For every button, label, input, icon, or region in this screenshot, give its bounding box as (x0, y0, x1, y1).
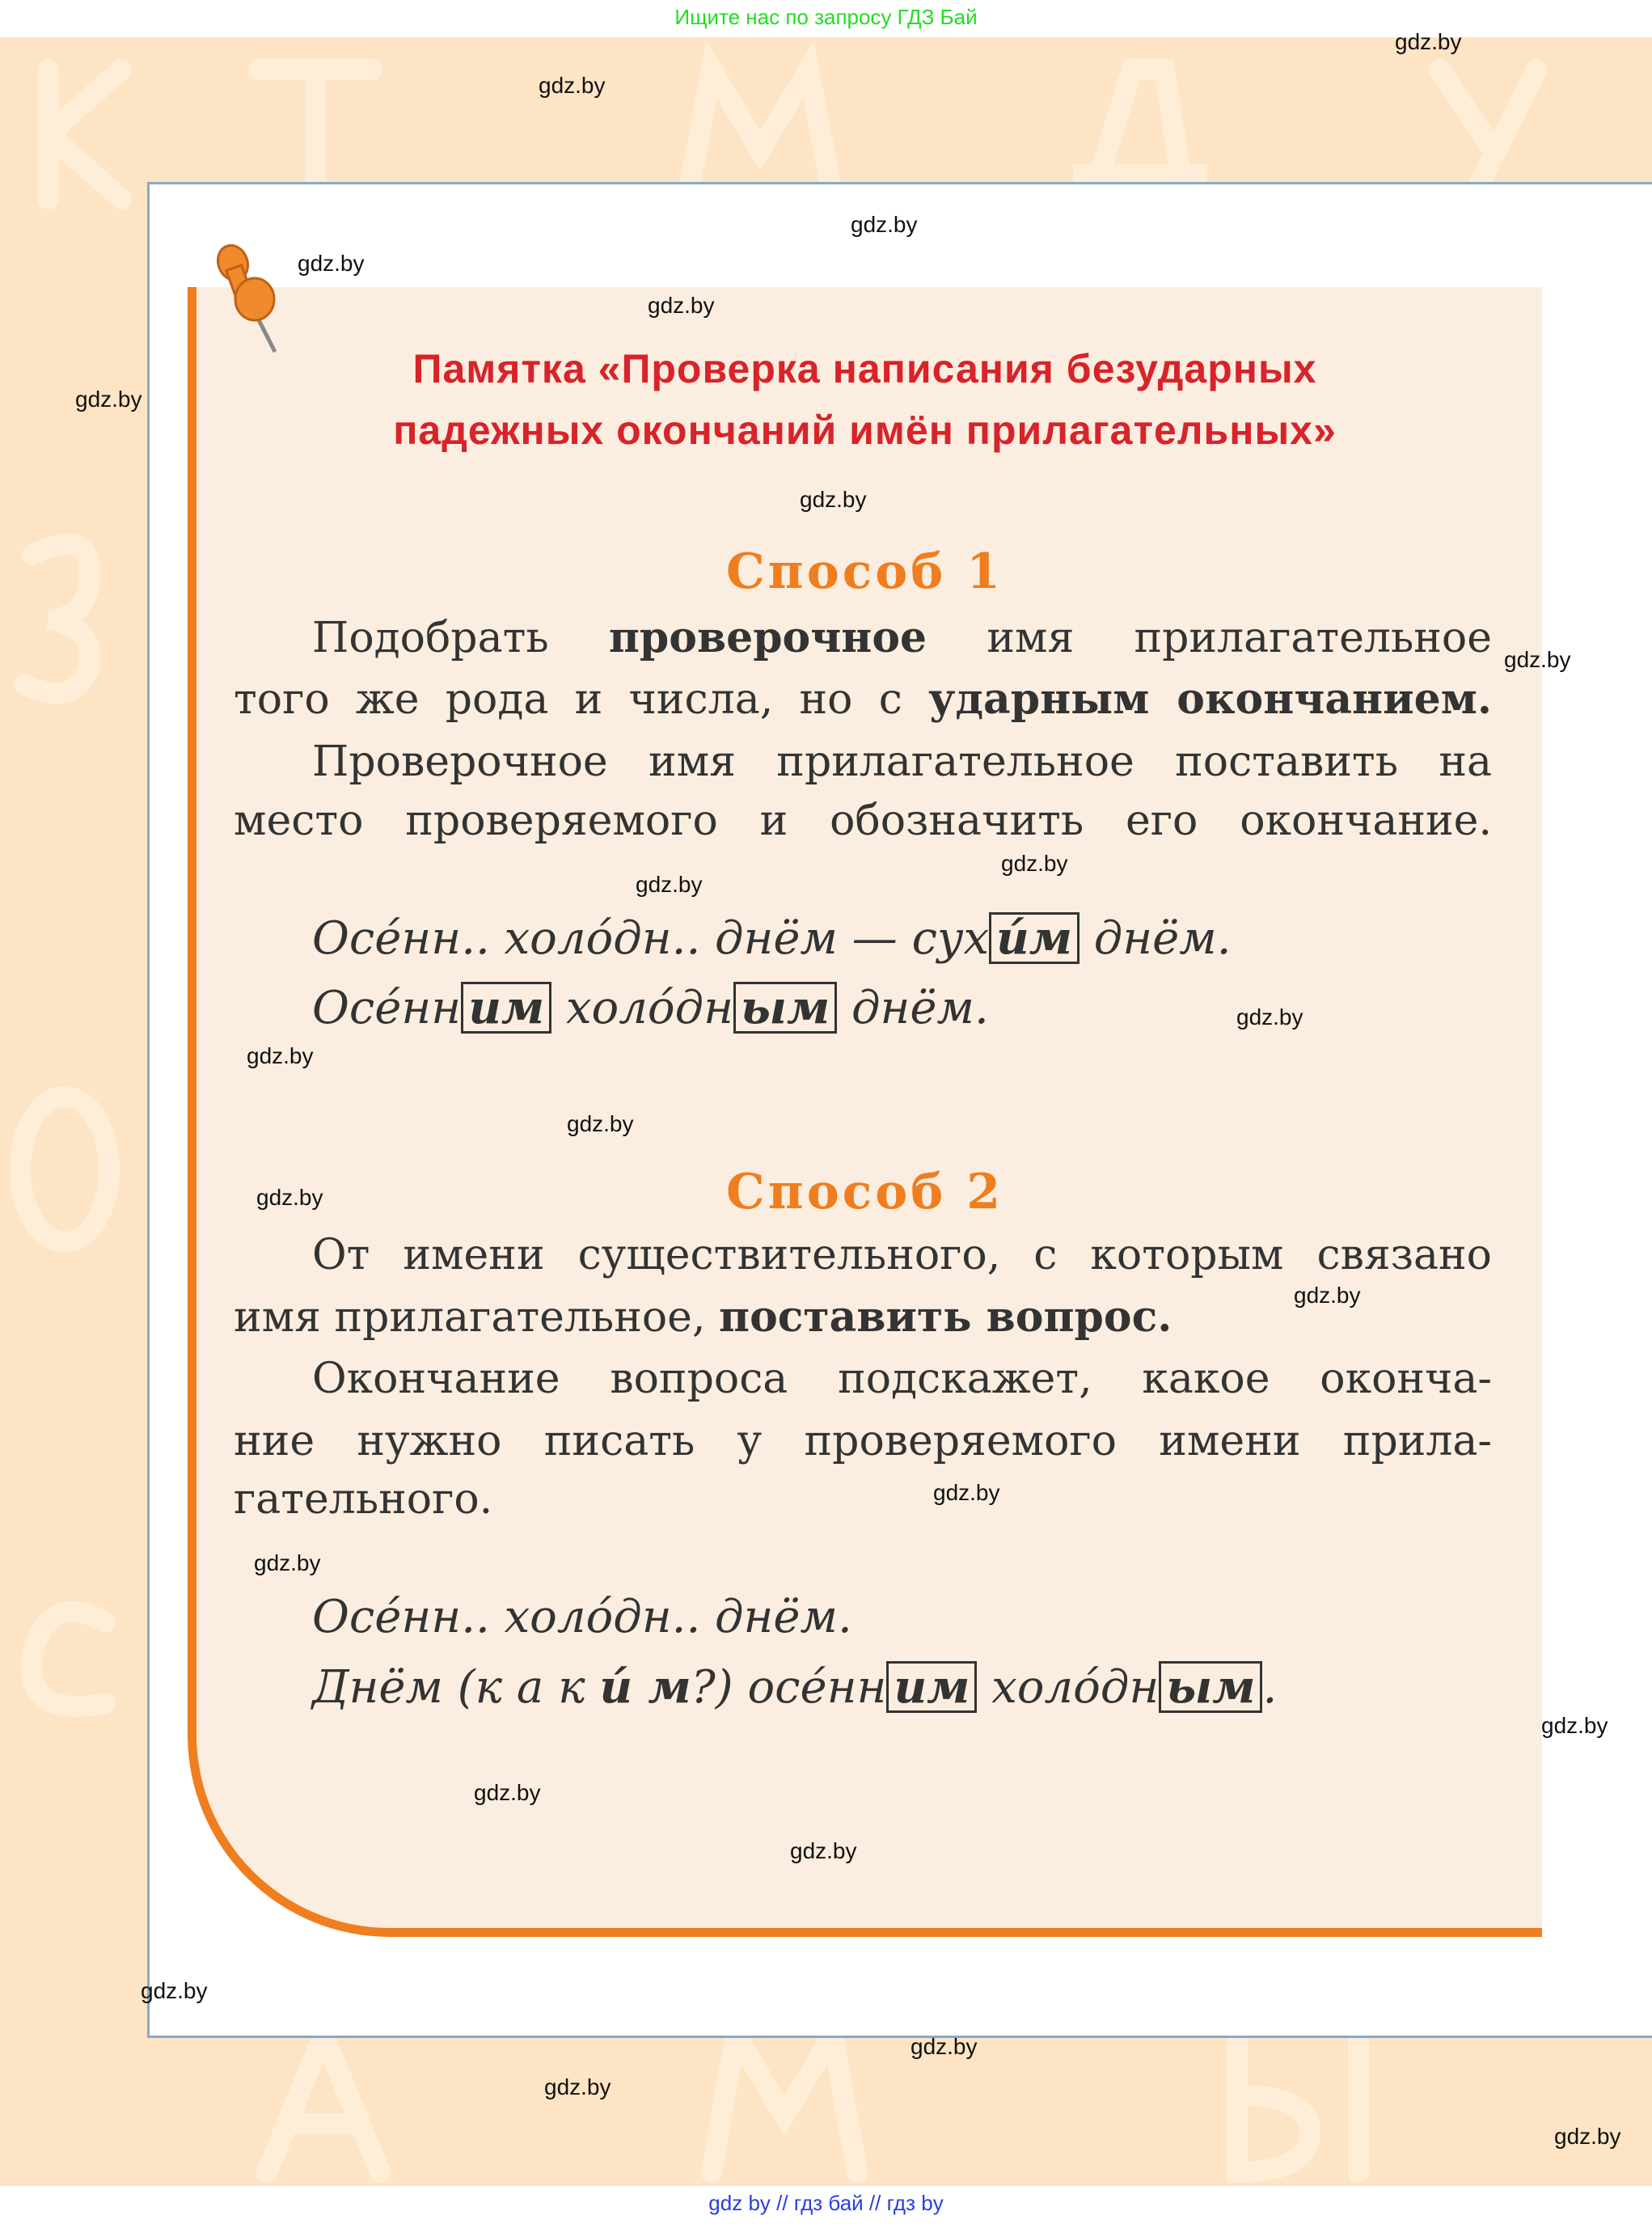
watermark: gdz.by (539, 73, 606, 98)
watermark: gdz.by (1395, 29, 1462, 54)
watermark: gdz.by (256, 1185, 323, 1210)
text-segment: Осе́нн (312, 982, 462, 1034)
watermark: gdz.by (1236, 1004, 1303, 1030)
watermark: gdz.by (851, 212, 918, 237)
text-segment: имя прилагательное (927, 614, 1492, 662)
ending-box: ым (733, 982, 837, 1034)
text-segment: Осе́нн.. холо́дн.. днём — сух (312, 912, 990, 965)
watermark: gdz.by (800, 487, 867, 512)
rule-text-line (234, 612, 1492, 664)
watermark: gdz.by (254, 1550, 321, 1575)
memo-title-line-1: Памятка «Проверка написания безударных (412, 346, 1317, 391)
text-segment: того же рода и числа, но с (234, 675, 929, 724)
letter-shape (259, 70, 372, 199)
top-banner: Ищите нас по запросу ГДЗ Бай (0, 0, 1652, 37)
watermark: gdz.by (933, 1480, 1000, 1505)
text-segment: Осе́нн.. холо́дн.. днём. (312, 1591, 852, 1643)
watermark: gdz.by (648, 293, 715, 318)
letter-shape (32, 1612, 105, 1706)
watermark: gdz.by (636, 872, 703, 897)
bold-text: и́ м (599, 1660, 691, 1714)
watermark: gdz.by (1001, 851, 1068, 876)
letter-shape (267, 2035, 380, 2172)
text-segment: ?) осе́нн (691, 1661, 887, 1714)
rule-text-line (234, 795, 1492, 847)
text-segment: имя прилагательное, (234, 1293, 720, 1342)
ending-box: им (886, 1661, 977, 1713)
watermark: gdz.by (1541, 1713, 1608, 1738)
ending-box: и́м (989, 912, 1080, 964)
text-segment: гательного. (234, 1475, 493, 1524)
letter-shape (20, 1097, 109, 1242)
rule-text-line (234, 674, 1492, 725)
watermark: gdz.by (75, 387, 142, 412)
text-segment: Днём (к а к (312, 1661, 600, 1714)
letter-shape (1439, 70, 1536, 199)
text-segment: ние нужно писать у проверяемого имени прила- (234, 1417, 1492, 1465)
text-segment: холо́дн (551, 982, 733, 1034)
way-1-heading: Способ 1 (726, 543, 1003, 600)
watermark: gdz.by (247, 1043, 314, 1068)
text-segment: От имени существительного, с которым связано (312, 1231, 1492, 1279)
text-segment: днём. (1079, 912, 1232, 965)
watermark: gdz.by (567, 1111, 634, 1136)
rule-text-line (234, 1353, 1492, 1405)
letter-shape (1237, 2035, 1358, 2172)
watermark: gdz.by (1554, 2124, 1621, 2149)
rule-text-line (234, 736, 1492, 788)
example-line (234, 1661, 1492, 1714)
ending-box: им (461, 982, 551, 1034)
watermark: gdz.by (298, 251, 365, 276)
letter-shape (1084, 70, 1197, 199)
letter-shape (687, 70, 833, 199)
rule-text-line (234, 1229, 1492, 1281)
way-2-heading: Способ 2 (726, 1164, 1003, 1220)
text-segment: место проверяемого и обозначить его окончание. (234, 797, 1492, 845)
watermark: gdz.by (1504, 647, 1571, 672)
bold-text: ударным окончанием. (928, 674, 1492, 724)
watermark: gdz.by (141, 1978, 208, 2003)
text-segment: Подобрать (312, 614, 609, 662)
watermark: gdz.by (474, 1780, 541, 1805)
bold-text: проверочное (608, 613, 927, 662)
bottom-banner[interactable]: gdz by // гдз бай // гдз by (0, 2186, 1652, 2224)
text-segment: холо́дн (977, 1661, 1160, 1714)
letter-shape (24, 544, 90, 694)
rule-text-line (234, 1474, 1492, 1525)
text-segment: днём. (837, 982, 989, 1034)
watermark: gdz.by (1294, 1283, 1361, 1308)
text-segment: Окончание вопроса подскажет, какое оконча- (312, 1355, 1492, 1403)
bold-text: поставить вопрос. (719, 1292, 1172, 1342)
text-segment: . (1262, 1661, 1278, 1714)
letter-shape (712, 2035, 857, 2172)
letter-shape (49, 70, 121, 199)
ending-box: ым (1159, 1661, 1262, 1713)
example-line (234, 1592, 1492, 1643)
example-line (234, 912, 1492, 965)
watermark: gdz.by (911, 2034, 978, 2059)
memo-title-line-2: падежных окончаний имён прилагательных» (393, 408, 1337, 453)
example-line (234, 982, 1492, 1034)
rule-text-line (234, 1415, 1492, 1467)
text-segment: Проверочное имя прилагательное поставить на (312, 738, 1492, 786)
pushpin-icon (202, 243, 299, 356)
watermark: gdz.by (790, 1838, 857, 1863)
watermark: gdz.by (544, 2074, 611, 2099)
